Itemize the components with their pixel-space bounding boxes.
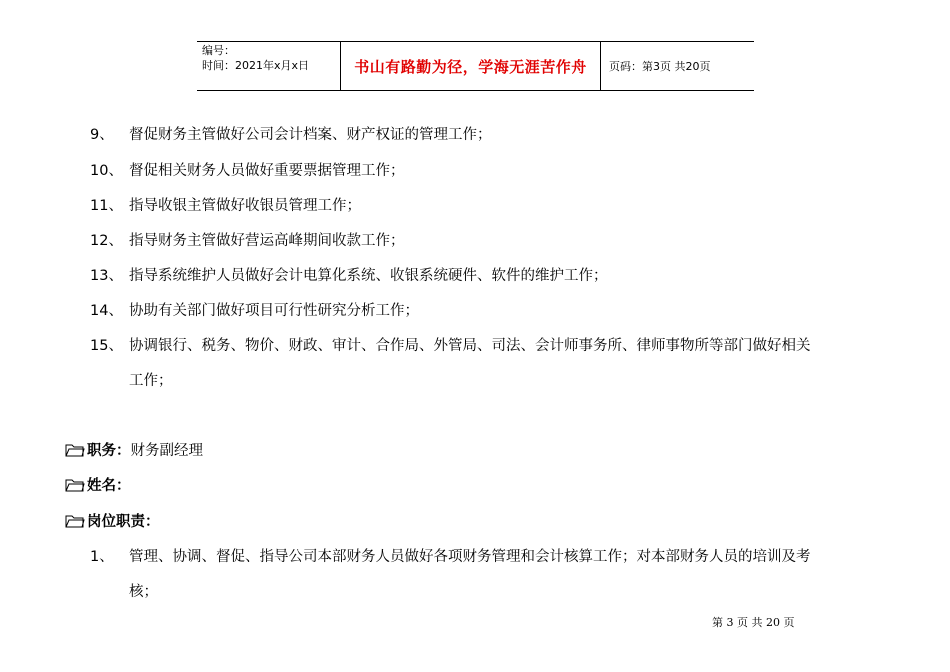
item-number: 13、 bbox=[90, 268, 123, 284]
folder-icon bbox=[65, 443, 85, 457]
item-number: 12、 bbox=[90, 233, 123, 249]
item-text: 协助有关部门做好项目可行性研究分析工作； bbox=[129, 303, 419, 319]
name-row bbox=[65, 474, 131, 495]
item-text: 指导系统维护人员做好会计电算化系统、收银系统硬件、软件的维护工作； bbox=[129, 268, 608, 284]
item-number: 15、 bbox=[90, 338, 123, 354]
item-number: 14、 bbox=[90, 303, 123, 319]
item-text: 指导收银主管做好收银员管理工作； bbox=[129, 198, 361, 214]
name-label: 姓名： bbox=[87, 478, 131, 494]
header-motto: 书山有路勤为径，学海无涯苦作舟 bbox=[340, 42, 601, 90]
folder-icon bbox=[65, 478, 85, 492]
page-header bbox=[197, 41, 754, 91]
folder-icon bbox=[65, 514, 85, 528]
duties-row bbox=[65, 510, 160, 531]
item-text: 管理、协调、督促、指导公司本部财务人员做好各项财务管理和会计核算工作；对本部财务人员的培训及考 bbox=[129, 549, 811, 565]
time-label: 时间：2021年x月x日 bbox=[202, 59, 310, 72]
item-number: 1、 bbox=[90, 549, 114, 565]
item-text-continuation: 核； bbox=[129, 584, 158, 600]
position-row bbox=[65, 439, 203, 460]
position-value: 财务副经理 bbox=[130, 443, 203, 459]
item-text: 督促财务主管做好公司会计档案、财产权证的管理工作； bbox=[129, 127, 492, 143]
item-number: 10、 bbox=[90, 163, 123, 179]
item-text: 协调银行、税务、物价、财政、审计、合作局、外管局、司法、会计师事务所、律师事物所等部门做好相关 bbox=[129, 338, 811, 354]
header-page-number: 页码：第3页 共20页 bbox=[609, 60, 711, 73]
code-label: 编号： bbox=[202, 44, 235, 57]
item-text-continuation: 工作； bbox=[129, 373, 173, 389]
header-meta bbox=[197, 42, 340, 90]
item-number: 9、 bbox=[90, 127, 114, 143]
item-number: 11、 bbox=[90, 198, 123, 214]
position-label: 职务： bbox=[87, 443, 131, 459]
item-text: 指导财务主管做好营运高峰期间收款工作； bbox=[129, 233, 405, 249]
item-text: 督促相关财务人员做好重要票据管理工作； bbox=[129, 163, 405, 179]
page-footer: 第 3 页 共 20 页 bbox=[712, 616, 795, 629]
duties-label: 岗位职责： bbox=[87, 514, 160, 530]
